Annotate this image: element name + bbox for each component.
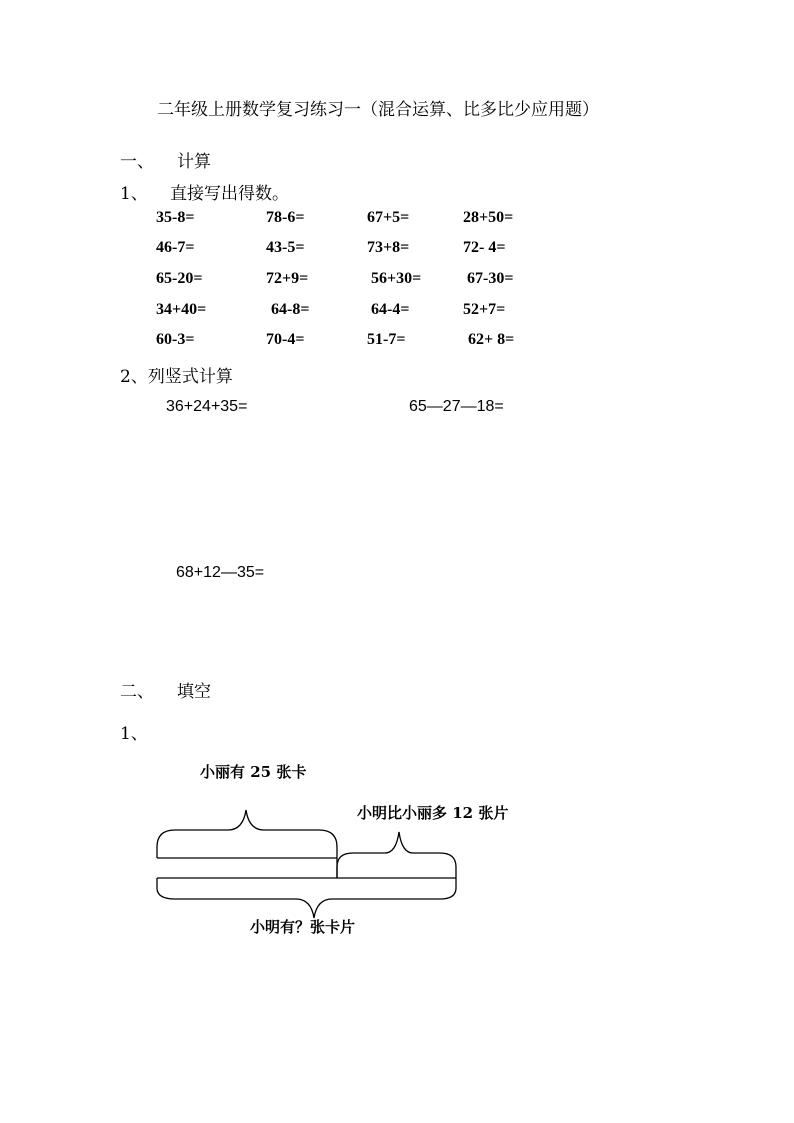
label-xiaoming-more: 小明比小丽多 12 张片: [357, 804, 509, 822]
section1-name: 计算: [177, 152, 211, 172]
math-equation: 62+ 8=: [468, 331, 515, 348]
math-equation: 65-20=: [156, 270, 203, 287]
s2-q1-number: 1、: [120, 724, 148, 744]
q1-instruction: 直接写出得数。: [170, 184, 289, 204]
math-equation: 52+7=: [463, 301, 506, 318]
q1-number: 1、: [120, 184, 148, 204]
math-equation: 72- 4=: [463, 239, 506, 256]
section1-number: 一、: [120, 152, 154, 172]
math-equation: 43-5=: [266, 239, 305, 256]
page-title: 二年级上册数学复习练习一（混合运算、比多比少应用题）: [157, 100, 599, 120]
math-equation: 46-7=: [156, 239, 195, 256]
math-equation: 67+5=: [367, 209, 410, 226]
math-equation: 56+30=: [371, 270, 422, 287]
math-equation: 78-6=: [266, 209, 305, 226]
xiaoli-brace: [157, 810, 337, 858]
math-equation: 28+50=: [463, 209, 514, 226]
math-equation: 34+40=: [156, 301, 207, 318]
section2-number: 二、: [120, 682, 154, 702]
label-xiaoming-has: 小明有？张卡片: [250, 918, 356, 936]
section2-name: 填空: [177, 682, 211, 702]
math-equation: 51-7=: [367, 331, 406, 348]
q2-heading: 2、列竖式计算: [120, 367, 233, 387]
label-xiaoli-has: 小丽有 25 张卡: [200, 763, 307, 781]
math-equation: 67-30=: [467, 270, 514, 287]
vertical-problem-2: 65—27—18=: [409, 398, 504, 415]
xiaoming-brace: [157, 878, 456, 918]
vertical-problem-1: 36+24+35=: [166, 398, 248, 415]
vertical-problem-3: 68+12—35=: [176, 564, 265, 581]
math-equation: 73+8=: [367, 239, 410, 256]
math-equation: 64-8=: [271, 301, 310, 318]
extra-brace: [337, 832, 456, 878]
math-equation: 72+9=: [266, 270, 309, 287]
math-equation: 64-4=: [371, 301, 410, 318]
math-equation: 70-4=: [266, 331, 305, 348]
math-equation: 60-3=: [156, 331, 195, 348]
math-equation: 35-8=: [156, 209, 195, 226]
